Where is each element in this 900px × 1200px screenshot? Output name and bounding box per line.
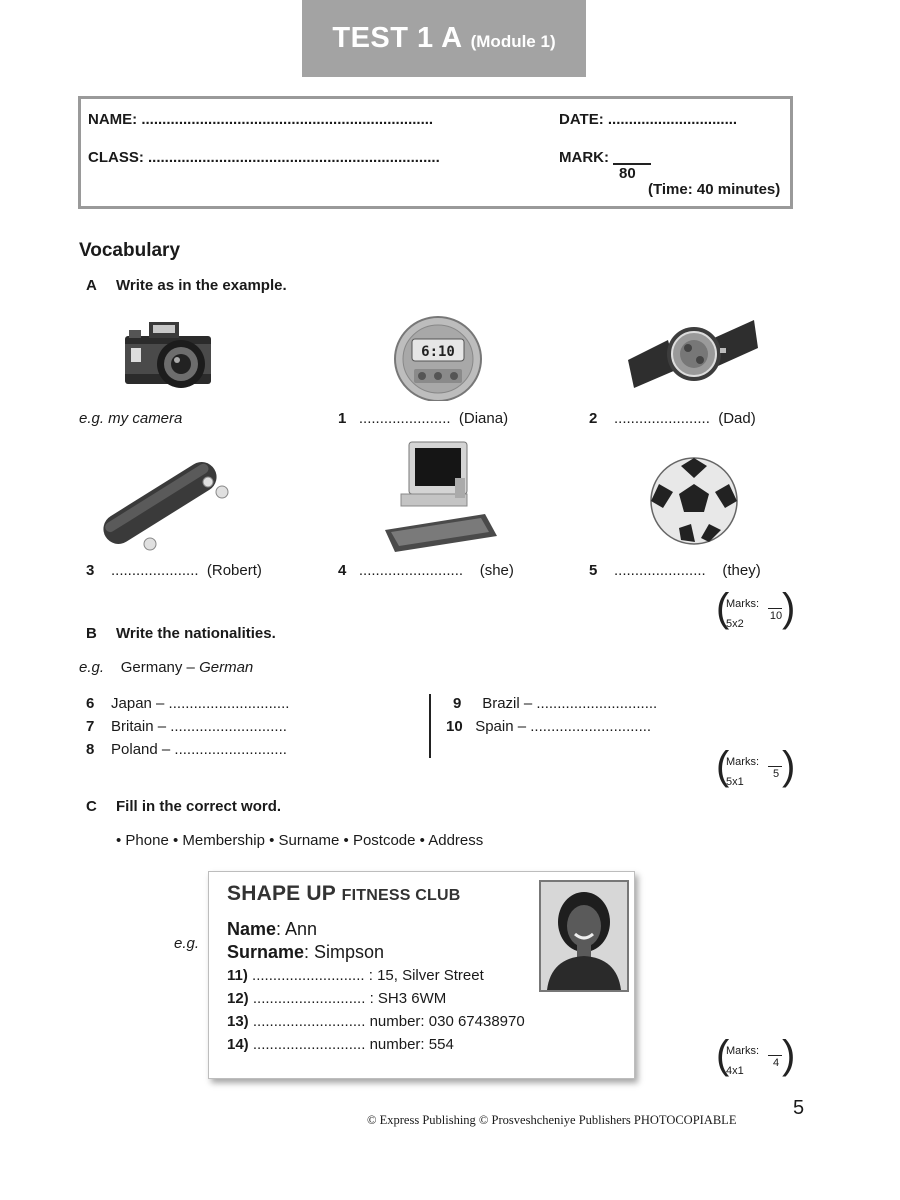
item-10: 10 Spain – ............................. [446, 718, 652, 735]
watch-icon [628, 318, 758, 390]
item-number: 1 [338, 410, 347, 427]
section-a-instruction: Write as in the example. [116, 277, 287, 294]
answer-blank[interactable]: ........................... [252, 1013, 366, 1030]
example-b: e.g. Germany – German [79, 659, 254, 676]
item-1 [338, 410, 508, 427]
skateboard-icon [90, 452, 230, 554]
class-label: CLASS: [88, 149, 144, 166]
name-label: NAME: [88, 111, 138, 128]
card-row-11: 11) ........................... : 15, Silver Street [227, 967, 484, 984]
page-number: 5 [793, 1097, 805, 1119]
class-line [88, 149, 440, 166]
column-divider [429, 694, 431, 758]
answer-blank[interactable]: Poland – ........................... [111, 741, 287, 758]
item-6: 6 Japan – ............................. [86, 695, 290, 712]
name-field[interactable]: ...................................................................... [141, 111, 434, 128]
answer-blank[interactable]: ........................... [252, 1036, 366, 1053]
item-hint: (Dad) [718, 410, 756, 427]
example-c-prefix: e.g. [174, 935, 200, 952]
item-2 [589, 410, 756, 427]
answer-blank[interactable]: Spain – ............................. [475, 718, 652, 735]
time-limit: (Time: 40 minutes) [648, 181, 781, 198]
answer-blank[interactable]: ........................... [252, 990, 366, 1007]
section-c-letter: C [86, 798, 97, 815]
marks-box-a: ( Marks: 10 5x2 ) [716, 586, 796, 630]
item-number: 5 [589, 562, 598, 579]
answer-blank[interactable]: ........................... [252, 967, 365, 984]
mark-label: MARK: [559, 149, 609, 166]
section-b-letter: B [86, 625, 97, 642]
item-number: 2 [589, 410, 598, 427]
section-b-instruction: Write the nationalities. [116, 625, 276, 642]
item-3 [86, 562, 262, 579]
clock-radio-icon [392, 313, 484, 401]
membership-card [208, 871, 635, 1079]
item-number: 4 [338, 562, 347, 579]
item-8: 8 Poland – ........................... [86, 741, 287, 758]
copyright-footer: © Express Publishing © Prosveshcheniye Publishers PHOTOCOPIABLE [367, 1113, 737, 1127]
answer-blank[interactable]: Japan – ............................. [111, 695, 290, 712]
card-surname-field: Surname: Simpson [227, 942, 385, 962]
computer-icon [381, 440, 499, 555]
item-5 [589, 562, 761, 579]
answer-blank[interactable]: ..................... [111, 562, 199, 579]
marks-box-b: ( Marks: 5 5x1 ) [716, 744, 796, 788]
date-line [559, 111, 737, 128]
student-info-box [78, 96, 793, 209]
card-row-13: 13) ........................... number: 030 67438970 [227, 1013, 525, 1030]
answer-blank[interactable]: ......................... [358, 562, 464, 579]
name-line [88, 111, 433, 128]
football-icon [649, 456, 739, 546]
item-number: 3 [86, 562, 95, 579]
section-title-vocabulary: Vocabulary [79, 240, 181, 261]
word-bank: • Phone • Membership • Surname • Postcode • Address [116, 832, 484, 849]
test-title: TEST 1 A [332, 22, 463, 54]
answer-blank[interactable]: ...................... [614, 562, 706, 579]
item-4 [338, 562, 514, 579]
item-9: 9 Brazil – ............................. [453, 695, 658, 712]
member-photo [539, 880, 629, 992]
answer-blank[interactable]: Brazil – ............................. [482, 695, 658, 712]
example-a: e.g. my camera [79, 410, 183, 427]
date-label: DATE: [559, 111, 604, 128]
marks-box-c: ( Marks: 4 4x1 ) [716, 1033, 796, 1077]
answer-blank[interactable]: Britain – ............................ [111, 718, 287, 735]
woman-portrait-icon [541, 882, 627, 990]
test-title-banner [302, 0, 586, 77]
section-c-instruction: Fill in the correct word. [116, 798, 282, 815]
club-name: SHAPE UP FITNESS CLUB [227, 882, 461, 905]
mark-total: 80 [619, 165, 636, 182]
test-module: (Module 1) [470, 31, 556, 51]
item-hint: (they) [722, 562, 761, 579]
item-hint: (Robert) [206, 562, 262, 579]
item-hint: (Diana) [458, 410, 509, 427]
section-a-letter: A [86, 277, 97, 294]
svg-text:6:10: 6:10 [421, 344, 455, 360]
date-field[interactable]: ............................... [607, 111, 738, 128]
item-7: 7 Britain – ............................ [86, 718, 287, 735]
item-hint: (she) [479, 562, 514, 579]
card-name-field: Name: Ann [227, 919, 318, 939]
camera-icon [123, 318, 215, 390]
answer-blank[interactable]: ....................... [614, 410, 710, 427]
class-field[interactable]: ...................................................................... [148, 149, 440, 166]
answer-blank[interactable]: ...................... [358, 410, 451, 427]
card-row-14: 14) ........................... number: 554 [227, 1036, 454, 1053]
card-row-12: 12) ........................... : SH3 6WM [227, 990, 447, 1007]
